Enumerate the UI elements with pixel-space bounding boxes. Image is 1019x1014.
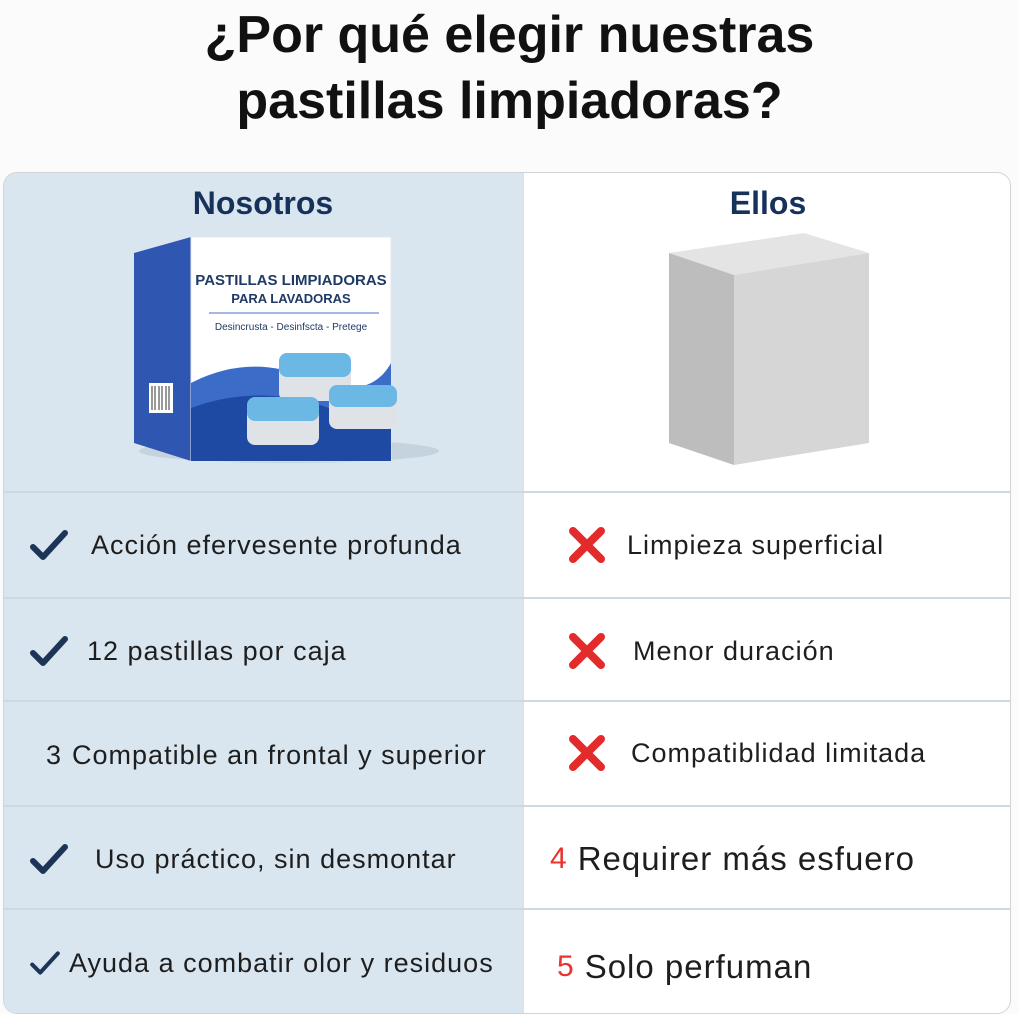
column-divider [522, 173, 524, 1013]
row-separator [4, 908, 1011, 910]
check-icon [29, 631, 69, 671]
header-ellos: Ellos [729, 185, 807, 221]
left-cell-4 [29, 837, 457, 881]
left-cell-2 [29, 629, 347, 673]
left-cell-5 [29, 941, 494, 985]
cross-icon [567, 525, 607, 565]
title-line-2: pastillas limpiadoras? [236, 72, 783, 130]
title-line-1: ¿Por qué elegir nuestras [204, 6, 815, 64]
left-cell-5-text: Ayuda a combatir olor y residuos [69, 947, 494, 978]
row-separator [4, 491, 1011, 493]
right-cell-3-text: Compatiblidad limitada [631, 737, 927, 768]
product-title-1: PASTILLAS LIMPIADORAS [195, 272, 387, 289]
check-icon [29, 525, 69, 565]
left-cell-3 [46, 733, 487, 777]
generic-box-image [664, 233, 884, 473]
product-tagline: Desincrusta - Desinfscta - Pretege [214, 322, 368, 333]
right-cell-2-text: Menor duración [633, 635, 835, 666]
page-title [0, 2, 1019, 134]
right-cell-3 [567, 731, 926, 775]
left-cell-1 [29, 523, 462, 567]
right-cell-4-number: 4 [550, 842, 568, 875]
comparison-table [3, 172, 1011, 1014]
cross-icon [567, 631, 607, 671]
row-separator [4, 700, 1011, 702]
check-icon [29, 839, 69, 879]
product-box-image [129, 233, 449, 473]
left-cell-3-text: Compatible an frontal y superior [72, 739, 487, 770]
right-cell-4 [550, 837, 915, 881]
right-cell-5 [557, 945, 812, 989]
right-cell-1 [567, 523, 884, 567]
cross-icon [567, 733, 607, 773]
left-cell-2-text: 12 pastillas por caja [87, 635, 347, 666]
left-cell-1-text: Acción efervesente profunda [91, 529, 462, 560]
check-icon [29, 947, 61, 979]
header-nosotros: Nosotros [192, 185, 334, 221]
left-cell-3-number: 3 [46, 739, 63, 770]
right-cell-5-text: Solo perfuman [584, 948, 813, 985]
right-cell-4-text: Requirer más esfuero [577, 840, 915, 877]
row-separator [4, 597, 1011, 599]
product-title-2: PARA LAVADORAS [231, 291, 351, 306]
right-cell-5-number: 5 [557, 950, 575, 983]
left-cell-4-text: Uso práctico, sin desmontar [95, 843, 457, 874]
right-cell-2 [567, 629, 835, 673]
row-separator [4, 805, 1011, 807]
right-cell-1-text: Limpieza superficial [627, 529, 885, 560]
